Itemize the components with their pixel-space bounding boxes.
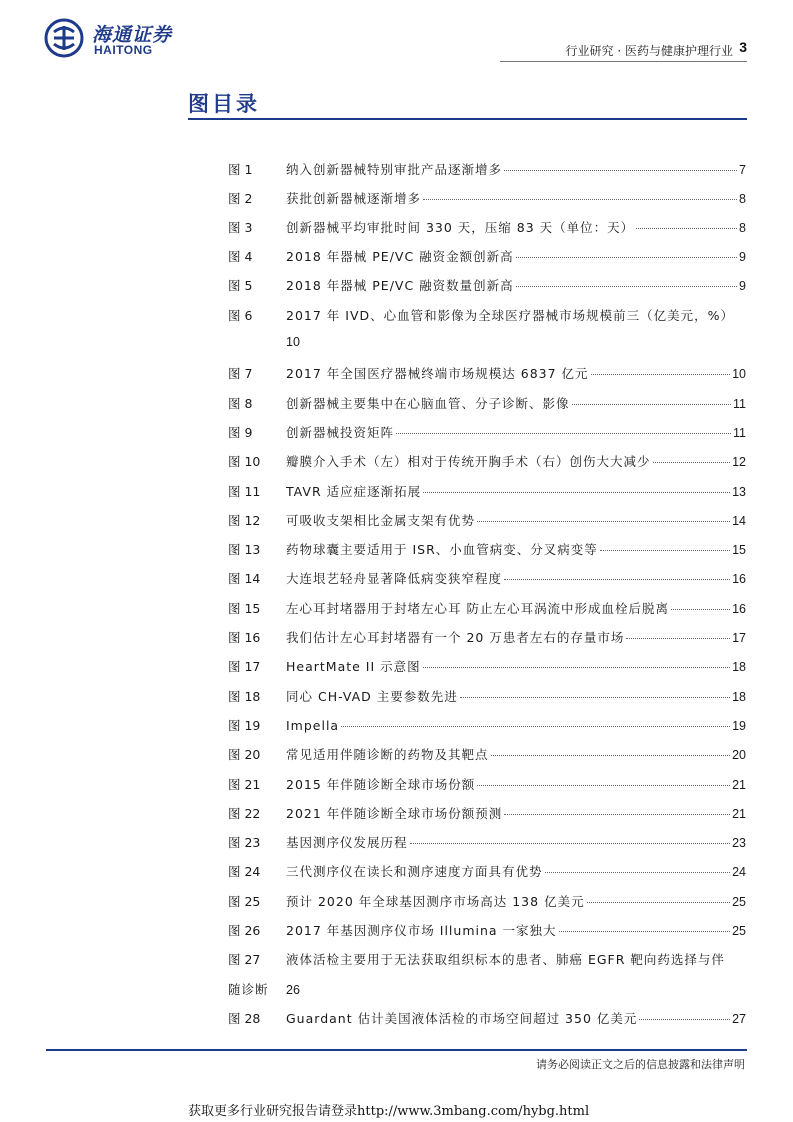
figure-page: 7 <box>739 163 746 177</box>
toc-entry[interactable] <box>228 482 746 511</box>
figure-number: 图 3 <box>228 219 253 235</box>
toc-entry[interactable] <box>228 921 746 950</box>
figure-page: 20 <box>732 748 746 763</box>
toc-entry[interactable] <box>228 364 746 393</box>
figure-number: 图 8 <box>228 395 253 411</box>
figure-page: 27 <box>732 1011 746 1026</box>
figure-caption: 药物球囊主要适用于 ISR、小血管病变、分叉病变等 <box>286 542 598 558</box>
title-divider <box>188 118 747 120</box>
figure-page: 18 <box>732 660 746 675</box>
figure-page: 21 <box>732 806 746 821</box>
figure-page: 11 <box>733 396 746 411</box>
report-category: 行业研究 · 医药与健康护理行业 <box>565 44 733 58</box>
figure-page: 25 <box>732 924 746 939</box>
footer-divider <box>46 1049 747 1051</box>
figure-caption: 创新器械投资矩阵 <box>286 424 395 440</box>
dot-leader <box>491 755 731 756</box>
dot-leader <box>423 199 737 200</box>
download-link[interactable]: 获取更多行业研究报告请登录http://www.3mbang.com/hybg.html <box>188 1104 590 1119</box>
figure-number: 图 20 <box>228 747 261 763</box>
toc-entry[interactable] <box>228 775 746 804</box>
figure-number: 图 2 <box>228 190 253 206</box>
figure-caption: 我们估计左心耳封堵器有一个 20 万患者左右的存量市场 <box>286 630 625 646</box>
figure-caption: 创新器械平均审批时间 330 天，压缩 83 天（单位：天） <box>286 219 635 235</box>
dot-leader <box>545 872 731 873</box>
header-divider <box>500 61 747 62</box>
figure-page: 26 <box>286 982 300 997</box>
figure-caption: 2015 年伴随诊断全球市场份额 <box>286 776 476 792</box>
toc-entry[interactable] <box>228 218 746 247</box>
dot-leader <box>591 374 731 375</box>
dot-leader <box>626 638 730 639</box>
figure-caption: 预计 2020 年全球基因测序市场高达 138 亿美元 <box>286 893 585 909</box>
toc-entry[interactable] <box>228 892 746 921</box>
figure-caption: 2017 年 IVD、心血管和影像为全球医疗器械市场规模前三（亿美元，%） <box>286 307 734 323</box>
figure-page: 15 <box>732 543 746 558</box>
figure-number: 图 9 <box>228 424 253 440</box>
figure-number: 图 13 <box>228 542 261 558</box>
figure-page: 16 <box>732 572 746 587</box>
figure-page: 24 <box>732 865 746 880</box>
toc-entry[interactable] <box>228 189 746 218</box>
figure-page: 17 <box>732 631 746 646</box>
toc-entry[interactable] <box>228 687 746 716</box>
dot-leader <box>423 667 730 668</box>
figure-caption: 液体活检主要用于无法获取组织标本的患者、肺癌 EGFR 靶向药选择与伴 <box>286 952 725 968</box>
dot-leader <box>504 814 730 815</box>
dot-leader <box>341 726 730 727</box>
figure-page: 16 <box>732 601 746 616</box>
figure-page: 10 <box>286 335 300 350</box>
figure-page: 14 <box>732 513 746 528</box>
figure-page: 12 <box>732 455 746 470</box>
figure-caption: 大连垠艺轻舟显著降低病变狭窄程度 <box>286 571 503 587</box>
toc-entry[interactable] <box>228 745 746 774</box>
figure-number: 图 24 <box>228 864 261 880</box>
figure-number: 图 17 <box>228 659 261 675</box>
page-number: 3 <box>739 39 747 55</box>
figure-number: 图 21 <box>228 776 261 792</box>
figure-page: 21 <box>732 777 746 792</box>
figure-number: 图 4 <box>228 249 253 265</box>
toc-entry[interactable] <box>228 540 746 569</box>
toc-entry[interactable] <box>228 569 746 598</box>
dot-leader <box>639 1019 730 1020</box>
figure-caption: 2017 年基因测序仪市场 Illumina 一家独大 <box>286 923 557 939</box>
toc-entry[interactable] <box>228 247 746 276</box>
figure-number: 图 16 <box>228 630 261 646</box>
dot-leader <box>516 286 737 287</box>
figure-number: 图 23 <box>228 835 261 851</box>
toc-entry[interactable] <box>228 628 746 657</box>
dot-leader <box>477 785 730 786</box>
figure-caption: 创新器械主要集中在心脑血管、分子诊断、影像 <box>286 395 570 411</box>
figure-number: 图 22 <box>228 805 261 821</box>
figure-caption: HeartMate II 示意图 <box>286 659 421 675</box>
disclaimer-note: 请务必阅读正文之后的信息披露和法律声明 <box>536 1058 745 1071</box>
toc-entry[interactable] <box>228 160 746 189</box>
figure-caption: 三代测序仪在读长和测序速度方面具有优势 <box>286 864 543 880</box>
figure-caption: 瓣膜介入手术（左）相对于传统开胸手术（右）创伤大大减少 <box>286 454 651 470</box>
figure-caption: 同心 CH-VAD 主要参数先进 <box>286 688 458 704</box>
figure-caption: 2021 年伴随诊断全球市场份额预测 <box>286 805 503 821</box>
toc-entry[interactable] <box>228 276 746 305</box>
figure-caption: 2018 年器械 PE/VC 融资数量创新高 <box>286 278 514 294</box>
figure-page: 23 <box>732 836 746 851</box>
figure-page: 10 <box>732 367 746 382</box>
figure-page: 19 <box>732 718 746 733</box>
toc-entry[interactable] <box>228 452 746 481</box>
figure-caption: 纳入创新器械特别审批产品逐渐增多 <box>286 162 503 177</box>
figure-caption: 基因测序仪发展历程 <box>286 835 408 851</box>
figure-page: 18 <box>732 689 746 704</box>
dot-leader <box>477 521 730 522</box>
figure-number: 图 28 <box>228 1010 261 1026</box>
haitong-logo-icon <box>44 18 84 58</box>
figure-number: 图 14 <box>228 571 261 587</box>
toc-entry[interactable] <box>228 833 746 862</box>
figure-number: 图 15 <box>228 600 261 616</box>
dot-leader <box>671 609 730 610</box>
figure-number: 图 18 <box>228 688 261 704</box>
figure-number: 图 19 <box>228 717 261 733</box>
figure-caption: 左心耳封堵器用于封堵左心耳 防止左心耳涡流中形成血栓后脱离 <box>286 600 669 616</box>
figure-page: 9 <box>739 279 746 294</box>
toc-entry[interactable] <box>228 394 746 423</box>
figure-number: 图 10 <box>228 454 261 470</box>
toc-entry[interactable] <box>228 306 746 365</box>
dot-leader <box>504 170 737 171</box>
figure-number: 图 7 <box>228 366 253 382</box>
toc-entry[interactable] <box>228 950 746 1009</box>
dot-leader <box>460 697 730 698</box>
figure-caption: 获批创新器械逐渐增多 <box>286 190 422 206</box>
toc-entry[interactable] <box>228 862 746 891</box>
figure-number: 图 5 <box>228 278 253 294</box>
figure-number: 图 11 <box>228 483 261 499</box>
figure-caption: 常见适用伴随诊断的药物及其靶点 <box>286 747 489 763</box>
figure-caption: 2017 年全国医疗器械终端市场规模达 6837 亿元 <box>286 366 589 382</box>
dot-leader <box>410 843 731 844</box>
figure-page: 9 <box>739 250 746 265</box>
toc-entry[interactable] <box>228 804 746 833</box>
figure-page: 25 <box>732 894 746 909</box>
toc-entry[interactable] <box>228 716 746 745</box>
figure-number: 图 25 <box>228 893 261 909</box>
dot-leader <box>396 433 731 434</box>
toc-entry[interactable] <box>228 599 746 628</box>
toc-entry[interactable] <box>228 423 746 452</box>
figure-caption: Impella <box>286 717 340 733</box>
figure-page: 8 <box>739 191 746 206</box>
toc-entry[interactable] <box>228 1009 746 1038</box>
figure-caption-continued: 随诊断 <box>228 981 269 997</box>
toc-entry[interactable] <box>228 657 746 686</box>
dot-leader <box>600 550 730 551</box>
figure-list <box>228 160 746 1038</box>
figure-caption: TAVR 适应症逐渐拓展 <box>286 483 422 499</box>
dot-leader <box>423 492 730 493</box>
figure-caption: Guardant 估计美国液体活检的市场空间超过 350 亿美元 <box>286 1010 638 1026</box>
page-title: 图目录 <box>188 92 260 116</box>
figure-number: 图 26 <box>228 923 261 939</box>
dot-leader <box>653 462 731 463</box>
figure-number: 图 1 <box>228 162 253 177</box>
dot-leader <box>587 902 731 903</box>
logo-english-name: HAITONG <box>94 43 153 57</box>
figure-page: 8 <box>739 220 746 235</box>
dot-leader <box>516 257 737 258</box>
figure-number: 图 27 <box>228 952 261 968</box>
figure-number: 图 12 <box>228 512 261 528</box>
figure-number: 图 6 <box>228 307 253 323</box>
figure-page: 11 <box>733 425 746 440</box>
figure-caption: 可吸收支架相比金属支架有优势 <box>286 512 476 528</box>
dot-leader <box>636 228 737 229</box>
dot-leader <box>504 579 730 580</box>
figure-caption: 2018 年器械 PE/VC 融资金额创新高 <box>286 249 514 265</box>
dot-leader <box>559 931 731 932</box>
figure-page: 13 <box>732 484 746 499</box>
toc-entry[interactable] <box>228 511 746 540</box>
company-logo <box>44 18 194 58</box>
logo-chinese-name: 海通证券 <box>92 24 173 46</box>
dot-leader <box>572 404 732 405</box>
